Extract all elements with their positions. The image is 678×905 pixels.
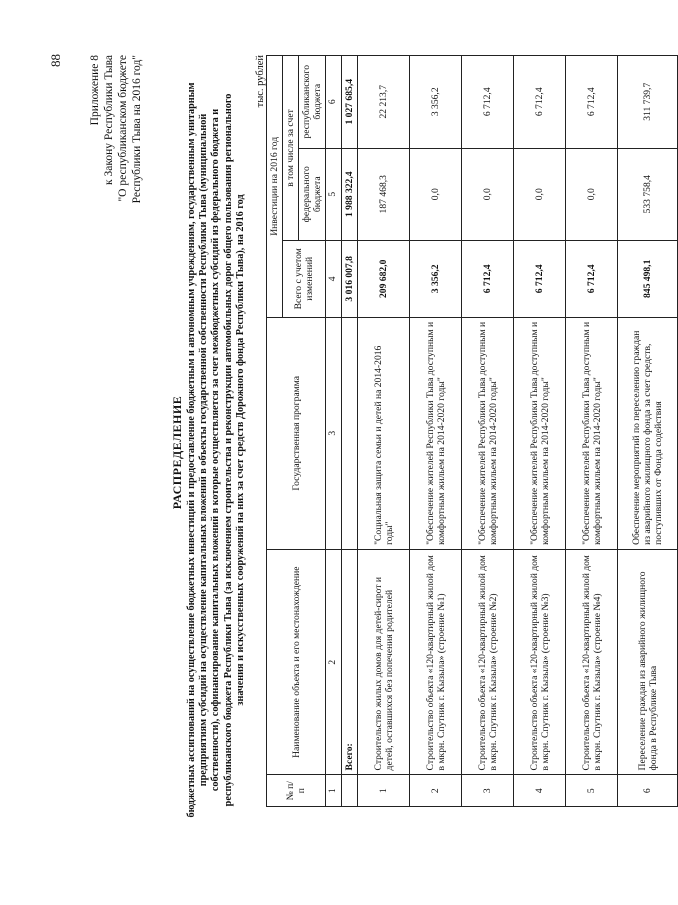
subtitle-line: предприятиям субсидий на осуществление капитальных вложений в объекты государственной собственности Республики Тыва (муниципальной [198, 113, 210, 787]
header-including: в том числе за счет [283, 56, 299, 241]
document-title: РАСПРЕДЕЛЕНИЕ [170, 395, 184, 510]
table-row [566, 56, 618, 807]
total-row [342, 56, 358, 807]
column-number: 5 [326, 148, 342, 240]
header-object: Наименование объекта и его местонахождение [267, 549, 326, 775]
table-row [618, 56, 678, 807]
row-total: 6 712,4 [462, 240, 514, 317]
row-total: 3 356,2 [410, 240, 462, 317]
row-program: "Обеспечение жителей Республики Тыва доступным и комфортным жильем на 2014-2020 годы" [566, 317, 618, 549]
row-republic: 6 712,4 [514, 56, 566, 149]
subtitle-line: собственности), софинансирование капитальных вложений в которые осуществляется за счет межбюджетных субсидий из федерального бюджета и [210, 108, 222, 792]
table-row [462, 56, 514, 807]
total-federal: 1 988 322,4 [342, 148, 358, 240]
column-number-row [326, 56, 342, 807]
row-federal: 533 758,4 [618, 148, 678, 240]
appendix-line: Республики Тыва на 2016 год" [131, 55, 143, 204]
units-label: тыс. рублей [255, 55, 266, 108]
row-object: Строительство объекта «120-квартирный жилой дом в мкрн. Спутник г. Кызыла» (строение №3) [514, 549, 566, 775]
column-number: 2 [326, 549, 342, 775]
row-num: 2 [410, 775, 462, 807]
row-republic: 22 213,7 [358, 56, 410, 149]
table-row [410, 56, 462, 807]
row-num: 1 [358, 775, 410, 807]
row-republic: 3 356,2 [410, 56, 462, 149]
document-subtitle [186, 70, 247, 830]
row-total: 6 712,4 [514, 240, 566, 317]
appendix-note [88, 55, 144, 265]
column-number: 3 [326, 317, 342, 549]
header-republic: республиканского бюджета [299, 56, 326, 149]
header-investments: Инвестиции на 2016 год [267, 56, 283, 318]
row-total: 6 712,4 [566, 240, 618, 317]
header-row [267, 56, 283, 807]
row-object: Строительство объекта «120-квартирный жилой дом в мкрн. Спутник г. Кызыла» (строение №2) [462, 549, 514, 775]
row-federal: 0,0 [462, 148, 514, 240]
subtitle-line: значения и искусственных сооружений на них за счет средств Дорожного фонда Республики Тыва), на 2016 год [234, 194, 246, 706]
table-row [358, 56, 410, 807]
row-object: Строительство объекта «120-квартирный жилой дом в мкрн. Спутник г. Кызыла» (строение №4) [566, 549, 618, 775]
row-num: 4 [514, 775, 566, 807]
row-republic: 311 739,7 [618, 56, 678, 149]
row-republic: 6 712,4 [566, 56, 618, 149]
row-program: "Обеспечение жителей Республики Тыва доступным и комфортным жильем на 2014-2020 годы" [462, 317, 514, 549]
header-federal: федерального бюджета [299, 148, 326, 240]
row-program: Обеспечение мероприятий по переселению граждан из аварийного жилищного фонда за счет средств, поступивших от Фонда содействия [618, 317, 678, 549]
row-program: "Социальная защита семьи и детей на 2014-2016 годы" [358, 317, 410, 549]
column-number: 4 [326, 240, 342, 317]
row-object: Переселение граждан из аварийного жилищного фонда в Республике Тыва [618, 549, 678, 775]
column-number: 1 [326, 775, 342, 807]
row-total: 209 682,0 [358, 240, 410, 317]
row-num: 6 [618, 775, 678, 807]
page-number: 88 [48, 54, 63, 67]
row-federal: 0,0 [514, 148, 566, 240]
header-total: Всего с учетом изменений [283, 240, 326, 317]
subtitle-line: республиканского бюджета Республики Тыва (за исключением строительства и реконструкции автомобильных дорог общего пользования регионального [222, 93, 234, 807]
empty-cell [342, 317, 358, 549]
appendix-line: Приложение 8 [89, 55, 101, 126]
distribution-table [266, 55, 678, 807]
row-program: "Обеспечение жителей Республики Тыва доступным и комфортным жильем на 2014-2020 годы" [514, 317, 566, 549]
row-object: Строительство объекта «120-квартирный жилой дом в мкрн. Спутник г. Кызыла» (строение №1) [410, 549, 462, 775]
row-num: 3 [462, 775, 514, 807]
header-program: Государственная программа [267, 317, 326, 549]
total-value: 3 016 007,8 [342, 240, 358, 317]
appendix-line: "О республиканском бюджете [117, 55, 129, 202]
row-federal: 0,0 [410, 148, 462, 240]
appendix-line: к Закону Республики Тыва [103, 55, 115, 185]
row-total: 845 498,1 [618, 240, 678, 317]
row-federal: 187 468,3 [358, 148, 410, 240]
header-num: № п/п [267, 775, 326, 807]
total-republic: 1 027 685,4 [342, 56, 358, 149]
row-num: 5 [566, 775, 618, 807]
row-republic: 6 712,4 [462, 56, 514, 149]
row-federal: 0,0 [566, 148, 618, 240]
table-row [514, 56, 566, 807]
row-program: "Обеспечение жителей Республики Тыва доступным и комфортным жильем на 2014-2020 годы" [410, 317, 462, 549]
subtitle-line: бюджетных ассигнований на осуществление бюджетных инвестиций и предоставление бюджетным и автономным учреждениям, государственным унитарным [186, 82, 197, 818]
empty-cell [342, 775, 358, 807]
row-object: Строительство жилых домов для детей-сирот и детей, оставшихся без попечения родителей [358, 549, 410, 775]
column-number: 6 [326, 56, 342, 149]
total-label: Всего: [342, 549, 358, 775]
